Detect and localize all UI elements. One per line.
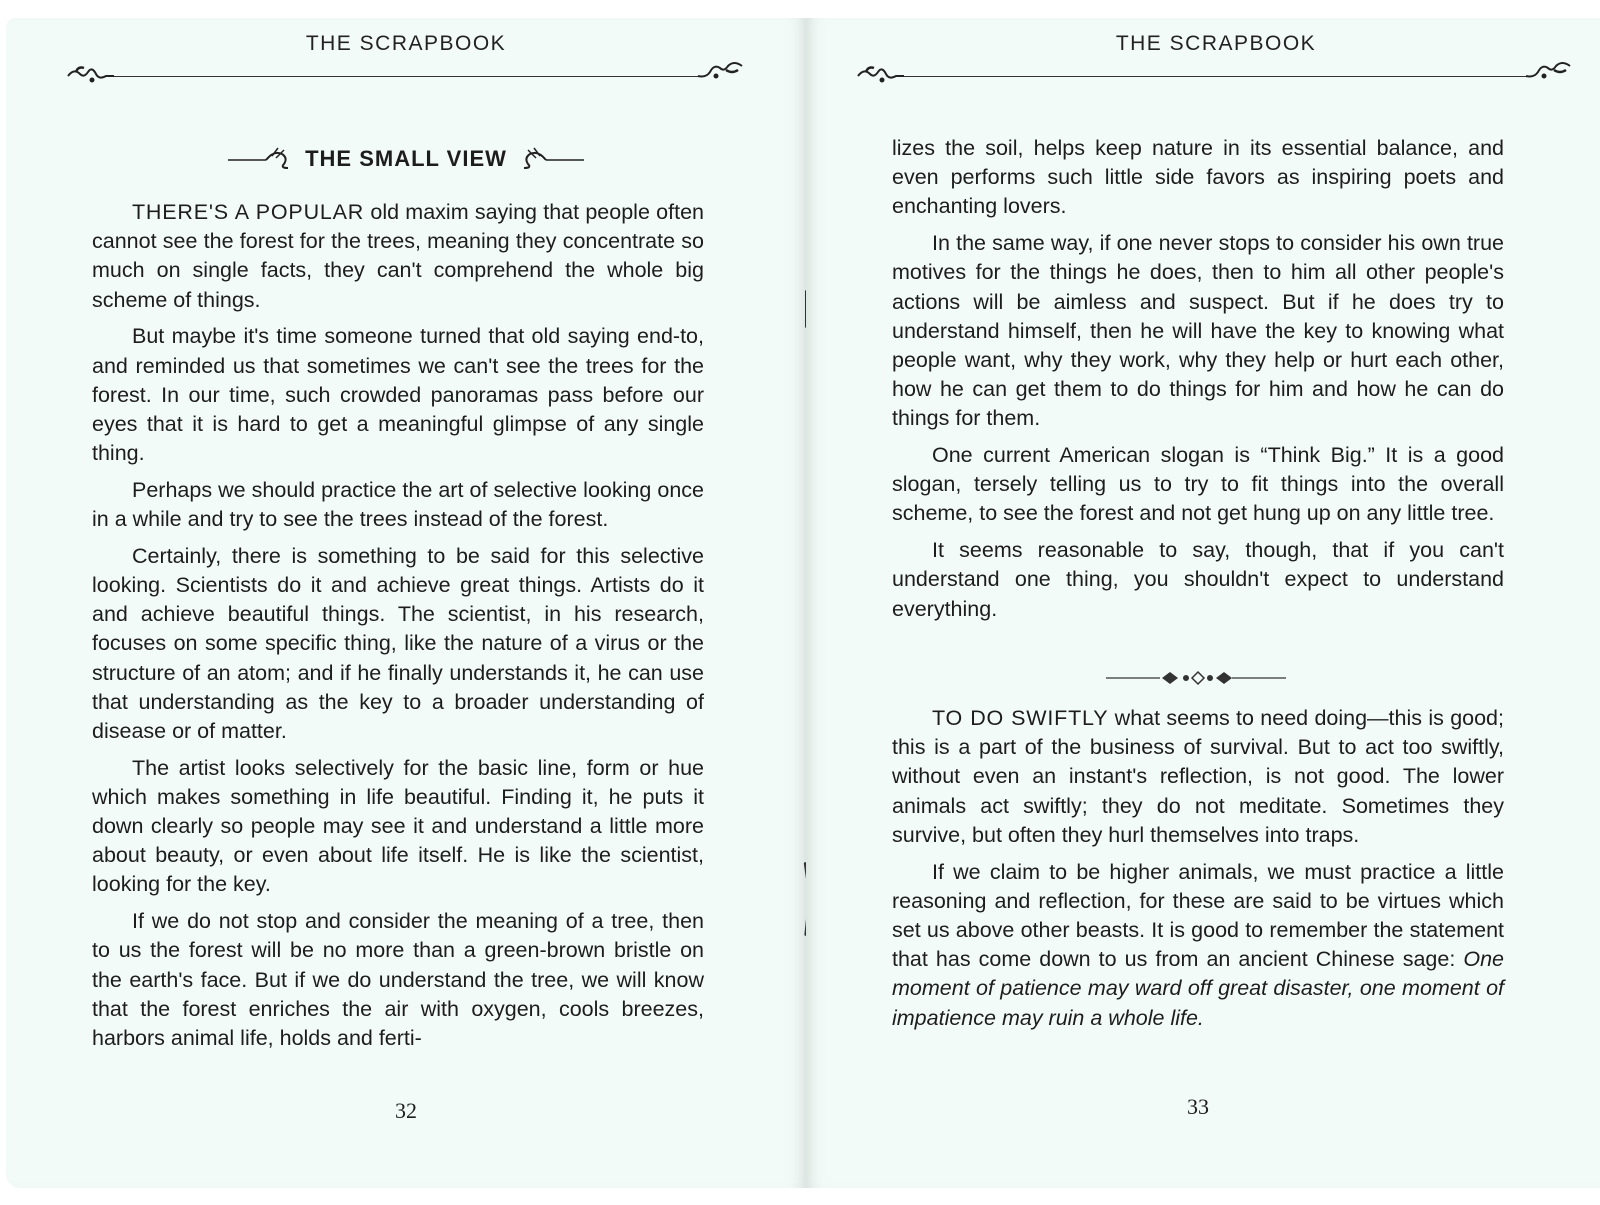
paragraph: lizes the soil, helps keep nature in its essential balance, and even performs such little side favors as inspiring poets and enchanting lovers. [892, 136, 1504, 219]
flourish-right-icon [1524, 60, 1574, 82]
paragraph [92, 198, 704, 315]
paragraph [892, 704, 1504, 850]
section-title [226, 146, 586, 172]
left-page [6, 18, 806, 1188]
section-title-text: THE SMALL VIEW [305, 146, 507, 171]
running-head-rule [114, 76, 698, 77]
title-flourish-right-icon [514, 146, 584, 172]
right-body-text-bottom [892, 704, 1504, 1040]
running-head-rule [904, 76, 1528, 77]
paragraph: But maybe it's time someone turned that old saying end-to, and reminded us that sometimes we can't see the trees for the forest. In our time, such crowded panoramas pass before our eyes that it is hard to get a meaningful glimpse of any single thing. [92, 324, 704, 466]
page-number: 32 [395, 1098, 417, 1123]
paragraph-lead: TO DO SWIFTLY [932, 706, 1109, 730]
paragraph: One current American slogan is “Think Big.” It is a good slogan, tersely telling us to try to fit things into the overall scheme, to see the forest and not get hung up on any little tree. [892, 443, 1504, 526]
running-head-right [856, 32, 1576, 82]
paragraph [892, 858, 1504, 1033]
paragraph: In the same way, if one never stops to consider his own true motives for the things he does, then to him all other people's actions will be aimless and suspect. But if he does try to understand himself, then he will have the key to knowing what people want, why they work, why they help or hurt each other, how he can get them to do things for him and how he can do things for them. [892, 231, 1504, 431]
running-head-title: THE SCRAPBOOK [1115, 32, 1317, 55]
right-body-text-top [892, 134, 1504, 631]
page-number: 33 [1187, 1094, 1209, 1119]
running-head-title: THE SCRAPBOOK [305, 32, 507, 55]
paragraph-text: If we claim to be higher animals, we must practice a little reasoning and reflection, for these are said to be virtues which set us above other beasts. It is good to remember the statement that has come down to us from an ancient Chinese sage: [892, 859, 1504, 972]
running-head-left [66, 32, 746, 82]
right-page [806, 18, 1600, 1188]
flourish-left-icon [66, 64, 116, 86]
section-divider-icon [1106, 668, 1286, 688]
paragraph-text: old maxim saying that people often cannot see the forest for the trees, meaning they concentrate so much on single facts, they can't comprehend the whole big scheme of things. [92, 200, 704, 312]
paragraph-text: what seems to need doing—this is good; this is a part of the business of survival. But to act too swiftly, without even an instant's reflection, is not good. The lower animals act swiftly; they do not meditate. Sometimes they survive, but often they hurl themselves into traps. [892, 706, 1504, 847]
title-flourish-left-icon [228, 146, 298, 172]
sage-quote: One moment of patience may ward off great disaster, one moment of impatience may ruin a whole life. [892, 947, 1504, 1030]
paragraph-lead: THERE'S A POPULAR [132, 200, 365, 224]
left-body-text [92, 198, 704, 1061]
paragraph: Certainly, there is something to be said for this selective looking. Scientists do it and achieve great things. Artists do it and achieve beautiful things. The scientist, in his research, focuses on some specific thing, like the nature of a virus or the structure of an atom; and if he finally understands it, he can use that understanding as the key to a broader understanding of disease or of matter. [92, 543, 704, 743]
flourish-left-icon [856, 64, 906, 86]
paragraph: Perhaps we should practice the art of selective looking once in a while and try to see the trees instead of the forest. [92, 477, 704, 532]
flourish-right-icon [696, 60, 746, 82]
paragraph: If we do not stop and consider the meaning of a tree, then to us the forest will be no more than a green-brown bristle on the earth's face. But if we do understand the tree, we will know that the forest enriches the air with oxygen, cools breezes, harbors animal life, holds and ferti- [92, 909, 704, 1050]
paragraph: It seems reasonable to say, though, that if you can't understand one thing, you shouldn't expect to understand everything. [892, 538, 1504, 621]
paragraph: The artist looks selectively for the basic line, form or hue which makes something in life beautiful. Finding it, he puts it down clearly so people may see it and understand a little more about beauty, or even about life itself. He is like the scientist, looking for the key. [92, 755, 704, 897]
